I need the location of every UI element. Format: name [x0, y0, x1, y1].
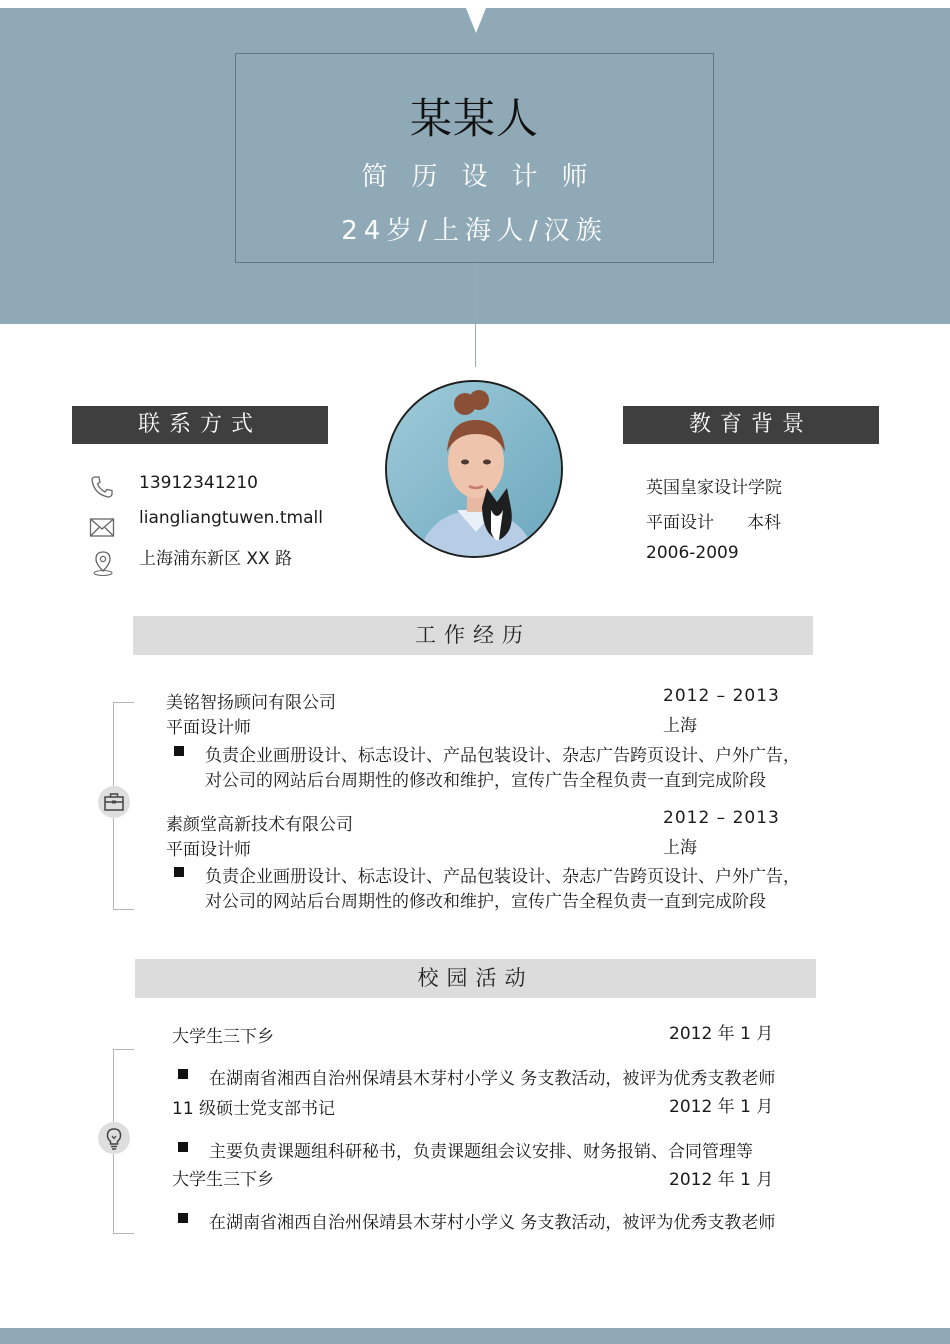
location-icon	[91, 549, 115, 577]
activity-description: 主要负责课题组科研秘书，负责课题组会议安排、财务报销、合同管理等	[209, 1142, 753, 1162]
work-period: 2012 – 2013	[663, 808, 780, 828]
activity-date: 2012 年 1 月	[669, 1097, 774, 1117]
activity-name: 大学生三下乡	[172, 1170, 274, 1190]
portrait-illustration	[387, 382, 563, 558]
degree: 本科	[747, 513, 781, 533]
job-title: 简历设计师	[361, 162, 612, 192]
activity-description: 在湖南省湘西自治州保靖县木芽村小学义 务支教活动，被评为优秀支教老师	[209, 1213, 776, 1233]
phone-number: 13912341210	[139, 473, 258, 493]
bullet-marker	[178, 1213, 188, 1223]
education-heading: 教育背景	[623, 406, 879, 444]
work-duty-line: 负责企业画册设计、标志设计、产品包装设计、杂志广告跨页设计、户外广告，	[205, 746, 800, 766]
briefcase-icon	[98, 786, 130, 818]
activity-name: 大学生三下乡	[172, 1027, 274, 1047]
contact-heading: 联系方式	[72, 406, 328, 444]
work-heading: 工作经历	[133, 616, 813, 655]
activity-date: 2012 年 1 月	[669, 1170, 774, 1190]
work-duty-line: 对公司的网站后台周期性的修改和维护，宣传广告全程负责一直到完成阶段	[205, 892, 766, 912]
footer-band	[0, 1328, 950, 1344]
personal-info: 24岁/上海人/汉族	[341, 216, 608, 246]
bullet-marker	[174, 867, 184, 877]
major: 平面设计	[646, 513, 714, 533]
work-company: 美铭智扬顾问有限公司	[166, 693, 336, 713]
home-address: 上海浦东新区 XX 路	[139, 549, 293, 569]
email-address: liangliangtuwen.tmall	[139, 508, 323, 528]
work-location: 上海	[663, 838, 697, 858]
work-position: 平面设计师	[166, 840, 251, 860]
lightbulb-icon	[98, 1122, 130, 1154]
work-timeline-node	[98, 786, 130, 818]
study-years: 2006-2009	[646, 543, 739, 563]
connector-line	[475, 263, 476, 367]
candidate-name: 某某人	[409, 94, 539, 143]
work-duty-line: 负责企业画册设计、标志设计、产品包装设计、杂志广告跨页设计、户外广告，	[205, 867, 800, 887]
activity-description: 在湖南省湘西自治州保靖县木芽村小学义 务支教活动，被评为优秀支教老师	[209, 1069, 776, 1089]
work-duty-line: 对公司的网站后台周期性的修改和维护，宣传广告全程负责一直到完成阶段	[205, 771, 766, 791]
school-name: 英国皇家设计学院	[646, 478, 782, 498]
email-icon	[89, 517, 115, 539]
header-notch	[466, 8, 486, 33]
activity-name: 11 级硕士党支部书记	[172, 1099, 336, 1119]
profile-photo	[385, 380, 563, 558]
work-company: 素颜堂高新技术有限公司	[166, 815, 353, 835]
work-position: 平面设计师	[166, 718, 251, 738]
phone-icon	[89, 474, 115, 500]
work-period: 2012 – 2013	[663, 686, 780, 706]
campus-heading: 校园活动	[135, 959, 816, 998]
bullet-marker	[174, 746, 184, 756]
bullet-marker	[178, 1069, 188, 1079]
bullet-marker	[178, 1142, 188, 1152]
activity-date: 2012 年 1 月	[669, 1024, 774, 1044]
campus-timeline-node	[98, 1122, 130, 1154]
work-location: 上海	[663, 716, 697, 736]
